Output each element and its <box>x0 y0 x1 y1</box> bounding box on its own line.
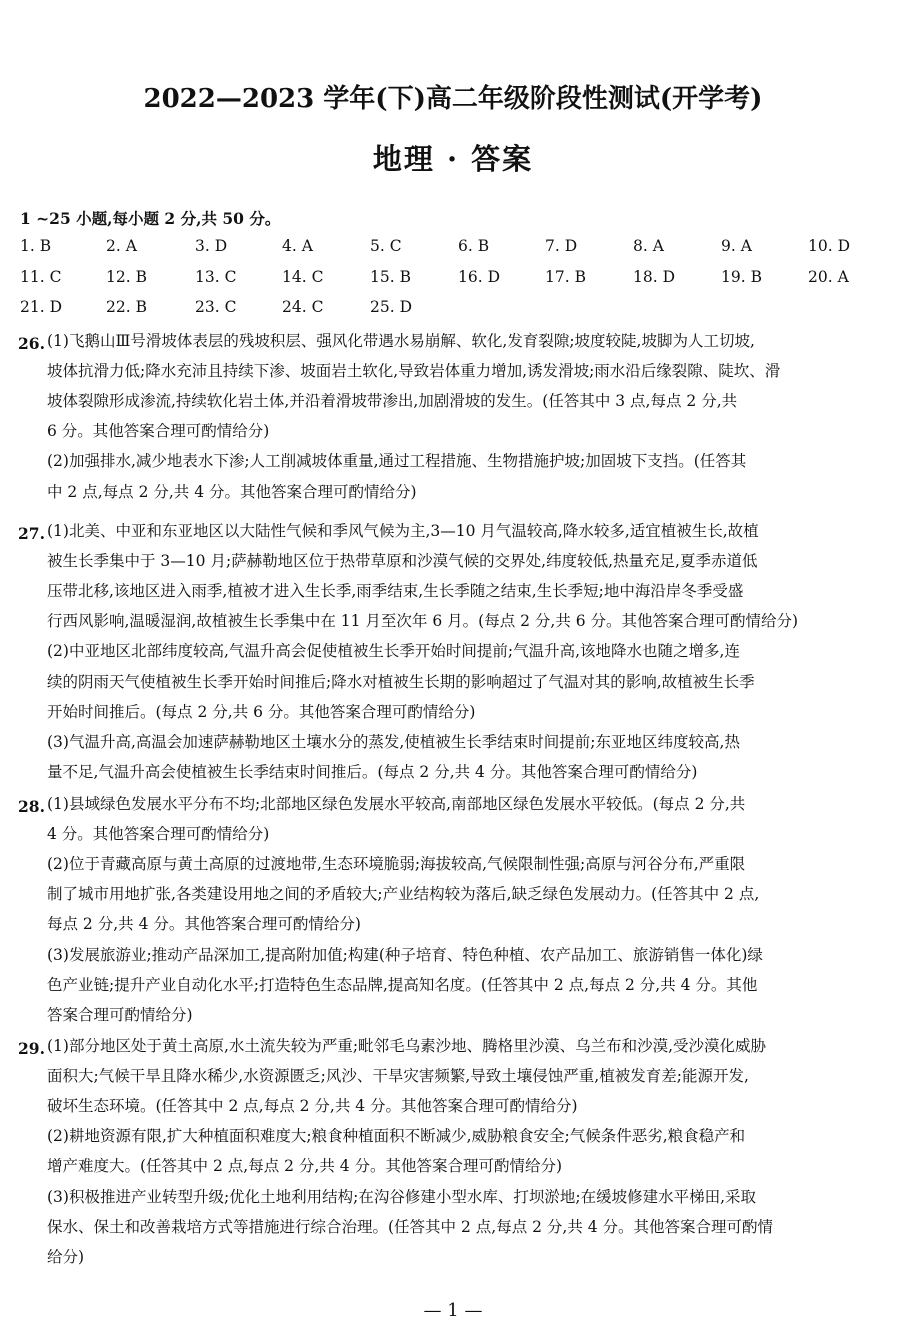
answer-text-line: 答案合理可酌情给分) <box>47 1005 193 1024</box>
answer-text-line: 制了城市用地扩张,各类建设用地之间的矛盾较大;产业结构较为落后,缺乏绿色发展动力。(任答其中 2 点, <box>47 885 760 904</box>
mc-answer: 10. D <box>808 237 851 255</box>
mc-answer: 17. B <box>545 268 586 286</box>
answer-text-line: 每点 2 分,共 4 分。其他答案合理可酌情给分) <box>47 915 361 934</box>
answer-text-line: 保水、保土和改善栽培方式等措施进行综合治理。(任答其中 2 点,每点 2 分,共 4 分。其他答案合理可酌情 <box>47 1217 774 1236</box>
answer-text-line: 中 2 点,每点 2 分,共 4 分。其他答案合理可酌情给分) <box>47 482 417 501</box>
question-number: 28. <box>18 797 45 816</box>
mc-answer: 14. C <box>282 268 324 286</box>
answer-text-line: 坡体抗滑力低;降水充沛且持续下渗、坡面岩土软化,导致岩体重力增加,诱发滑坡;雨水沿后缘裂隙、陡坎、滑 <box>47 362 781 381</box>
page-title: 2022—2023 学年(下)高二年级阶段性测试(开学考) <box>143 84 763 114</box>
answer-text-line: 开始时间推后。(每点 2 分,共 6 分。其他答案合理可酌情给分) <box>47 702 476 721</box>
mc-answer: 12. B <box>106 268 147 286</box>
mc-answer: 7. D <box>545 237 578 255</box>
answer-text-line: 续的阴雨天气使植被生长季开始时间推后;降水对植被生长期的影响超过了气温对其的影响,故植被生长季 <box>47 672 755 691</box>
answer-text-line: 量不足,气温升高会使植被生长季结束时间推后。(每点 2 分,共 4 分。其他答案合理可酌情给分) <box>47 762 698 781</box>
answer-text-line: (1)部分地区处于黄土高原,水土流失较为严重;毗邻毛乌素沙地、腾格里沙漠、乌兰布和沙漠,受沙漠化威胁 <box>47 1037 767 1055</box>
answer-text-line: (3)积极推进产业转型升级;优化土地利用结构;在沟谷修建小型水库、打坝淤地;在缓坡修建水平梯田,采取 <box>47 1187 757 1206</box>
page-subtitle: 地理 · 答案 <box>372 142 534 176</box>
mc-answer: 13. C <box>195 268 237 286</box>
answer-text-line: 面积大;气候干旱且降水稀少,水资源匮乏;风沙、干旱灾害频繁,导致土壤侵蚀严重,植被发育差;能源开发, <box>47 1067 749 1086</box>
answer-text-line: (3)气温升高,高温会加速萨赫勒地区土壤水分的蒸发,使植被生长季结束时间提前;东亚地区纬度较高,热 <box>47 732 740 751</box>
answer-text-line: 6 分。其他答案合理可酌情给分) <box>47 422 270 441</box>
answer-text-line: 压带北移,该地区进入雨季,植被才进入生长季,雨季结束,生长季随之结束,生长季短;地中海沿岸冬季受盛 <box>47 582 744 601</box>
mc-intro: 1 ~25 小题,每小题 2 分,共 50 分。 <box>20 209 281 228</box>
answer-text-line: (1)县域绿色发展水平分布不均;北部地区绿色发展水平较高,南部地区绿色发展水平较低。(每点 2 分,共 <box>47 795 746 813</box>
answer-text-line: (3)发展旅游业;推动产品深加工,提高附加值;构建(种子培育、特色种植、农产品加工、旅游销售一体化)绿 <box>47 945 763 964</box>
mc-answer: 15. B <box>370 268 411 286</box>
answer-text-line: 增产难度大。(任答其中 2 点,每点 2 分,共 4 分。其他答案合理可酌情给分) <box>47 1157 563 1176</box>
mc-answer: 8. A <box>633 237 664 255</box>
answer-text-line: (1)北美、中亚和东亚地区以大陆性气候和季风气候为主,3—10 月气温较高,降水较多,适宜植被生长,故植 <box>47 522 759 540</box>
page-number: — 1 — <box>423 1300 483 1321</box>
mc-answer: 18. D <box>633 268 676 286</box>
mc-answer: 4. A <box>282 237 313 255</box>
answer-text-line: (2)耕地资源有限,扩大种植面积难度大;粮食种植面积不断减少,威胁粮食安全;气候条件恶劣,粮食稳产和 <box>47 1127 746 1146</box>
mc-answer: 5. C <box>370 237 402 255</box>
answer-text-line: (2)加强排水,减少地表水下渗;人工削减坡体重量,通过工程措施、生物措施护坡;加固坡下支挡。(任答其 <box>47 452 747 471</box>
mc-answer: 19. B <box>721 268 762 286</box>
answer-text-line: (2)位于青藏高原与黄土高原的过渡地带,生态环境脆弱;海拔较高,气候限制性强;高原与河谷分布,严重限 <box>47 855 746 874</box>
mc-answer: 9. A <box>721 237 752 255</box>
mc-answer: 24. C <box>282 298 324 316</box>
mc-answer: 6. B <box>458 237 490 255</box>
mc-answer: 23. C <box>195 298 237 316</box>
mc-answer: 1. B <box>20 237 52 255</box>
mc-answer: 22. B <box>106 298 147 316</box>
answer-text-line: (2)中亚地区北部纬度较高,气温升高会促使植被生长季开始时间提前;气温升高,该地降水也随之增多,连 <box>47 642 740 661</box>
mc-answer: 25. D <box>370 298 413 316</box>
mc-answer: 2. A <box>106 237 137 255</box>
answer-text-line: 色产业链;提升产业自动化水平;打造特色生态品牌,提高知名度。(任答其中 2 点,每点 2 分,共 4 分。其他 <box>47 975 758 994</box>
answer-text-line: 破坏生态环境。(任答其中 2 点,每点 2 分,共 4 分。其他答案合理可酌情给分) <box>47 1097 578 1116</box>
answer-text-line: 行西风影响,温暖湿润,故植被生长季集中在 11 月至次年 6 月。(每点 2 分,共 6 分。其他答案合理可酌情给分) <box>47 612 799 631</box>
answer-text-line: 给分) <box>47 1247 85 1266</box>
answer-text-line: (1)飞鹅山Ⅲ号滑坡体表层的残坡积层、强风化带遇水易崩解、软化,发育裂隙;坡度较陡,坡脚为人工切坡, <box>47 332 755 350</box>
question-number: 26. <box>18 334 45 353</box>
mc-answer: 11. C <box>20 268 62 286</box>
mc-answer: 20. A <box>808 268 849 286</box>
question-number: 29. <box>18 1039 45 1058</box>
answer-text-line: 坡体裂隙形成渗流,持续软化岩土体,并沿着滑坡带渗出,加剧滑坡的发生。(任答其中 3 点,每点 2 分,共 <box>47 392 738 411</box>
mc-answer: 3. D <box>195 237 228 255</box>
mc-answer: 16. D <box>458 268 501 286</box>
question-number: 27. <box>18 524 45 543</box>
answer-text-line: 4 分。其他答案合理可酌情给分) <box>47 825 270 844</box>
mc-answer: 21. D <box>20 298 63 316</box>
answer-text-line: 被生长季集中于 3—10 月;萨赫勒地区位于热带草原和沙漠气候的交界处,纬度较低,热量充足,夏季赤道低 <box>47 552 758 571</box>
